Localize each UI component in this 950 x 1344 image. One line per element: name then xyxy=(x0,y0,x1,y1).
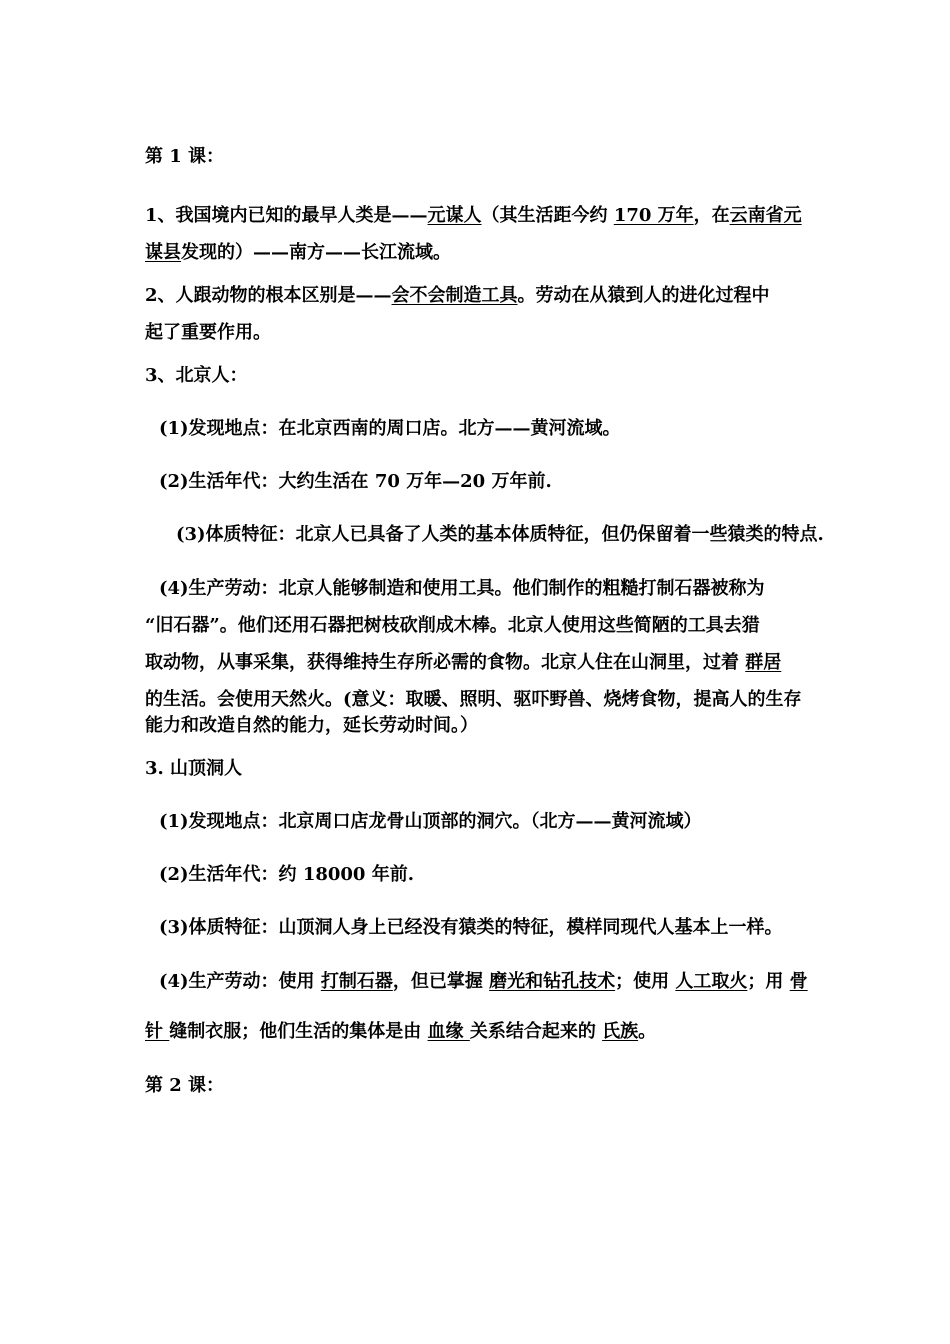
item1-line1 xyxy=(145,204,802,228)
item2-line2: 起了重要作用。 xyxy=(145,322,271,343)
peking-item4-line5: 能力和改造自然的能力，延长劳动时间。） xyxy=(145,715,478,736)
text-segment: ；使用 xyxy=(615,971,676,992)
upper-cave-item4-line2 xyxy=(145,1020,656,1044)
text-segment: (4)生产劳动：使用 xyxy=(159,971,321,992)
underlined-term: 谋县 xyxy=(145,242,181,263)
text-segment: 1、我国境内已知的最早人类是—— xyxy=(145,205,428,226)
underlined-term: 云南省元 xyxy=(729,205,802,226)
text-segment: ；用 xyxy=(747,971,790,992)
text-segment: ，在 xyxy=(693,205,730,226)
item1-line2 xyxy=(145,241,451,265)
underlined-term: 会不会制造工具 xyxy=(391,285,518,306)
text-segment: 。 xyxy=(638,1021,657,1042)
text-segment: 2、人跟动物的根本区别是—— xyxy=(145,285,392,306)
peking-item4-line4: 的生活。会使用天然火。(意义：取暖、照明、驱吓野兽、烧烤食物，提高人的生存 xyxy=(145,689,802,710)
text-segment: 。劳动在从猿到人的进化过程中 xyxy=(517,285,770,306)
peking-item3: (3)体质特征：北京人已具备了人类的基本体质特征，但仍保留着一些猿类的特点. xyxy=(176,524,824,545)
underlined-term: 磨光和钻孔技术 xyxy=(489,971,616,992)
text-segment: 取动物，从事采集，获得维持生存所必需的食物。北京人住在山洞里，过着 xyxy=(145,652,746,673)
underlined-term: 打制石器 xyxy=(320,971,393,992)
peking-item4-line3 xyxy=(145,651,781,675)
underlined-term: 氏族 xyxy=(602,1021,639,1042)
text-segment: ，但已掌握 xyxy=(392,971,490,992)
upper-cave-item1: (1)发现地点：北京周口店龙骨山顶部的洞穴。（北方——黄河流域） xyxy=(159,811,702,832)
lesson1-title: 第 1 课： xyxy=(145,146,225,167)
underlined-term: 群居 xyxy=(745,652,782,673)
lesson2-title: 第 2 课： xyxy=(145,1075,225,1096)
upper-cave-item3: (3)体质特征：山顶洞人身上已经没有猿类的特征，模样同现代人基本上一样。 xyxy=(159,917,783,938)
underlined-term: 针 xyxy=(145,1021,170,1042)
underlined-term: 元谋人 xyxy=(427,205,482,226)
text-segment: 发现的）——南方——长江流域。 xyxy=(181,242,451,263)
text-segment: 缝制衣服；他们生活的集体是由 xyxy=(169,1021,428,1042)
underlined-term: 血缘 xyxy=(427,1021,470,1042)
underlined-term: 骨 xyxy=(789,971,808,992)
text-segment: 关系结合起来的 xyxy=(469,1021,603,1042)
item2-line1 xyxy=(145,284,770,308)
peking-man-title: 3、北京人： xyxy=(145,365,248,386)
underlined-term: 170 万年 xyxy=(613,205,694,226)
upper-cave-man-title: 3. 山顶洞人 xyxy=(145,758,243,779)
peking-item4-line2: “旧石器”。他们还用石器把树枝砍削成木棒。北京人使用这些简陋的工具去猎 xyxy=(145,615,760,636)
upper-cave-item4-line1 xyxy=(159,970,808,994)
peking-item1: (1)发现地点：在北京西南的周口店。北方——黄河流域。 xyxy=(159,418,621,439)
underlined-term: 人工取火 xyxy=(675,971,748,992)
peking-item2: (2)生活年代：大约生活在 70 万年—20 万年前. xyxy=(159,471,552,492)
upper-cave-item2: (2)生活年代：约 18000 年前. xyxy=(159,864,414,885)
peking-item4-line1: (4)生产劳动：北京人能够制造和使用工具。他们制作的粗糙打制石器被称为 xyxy=(159,578,765,599)
text-segment: （其生活距今约 xyxy=(481,205,614,226)
